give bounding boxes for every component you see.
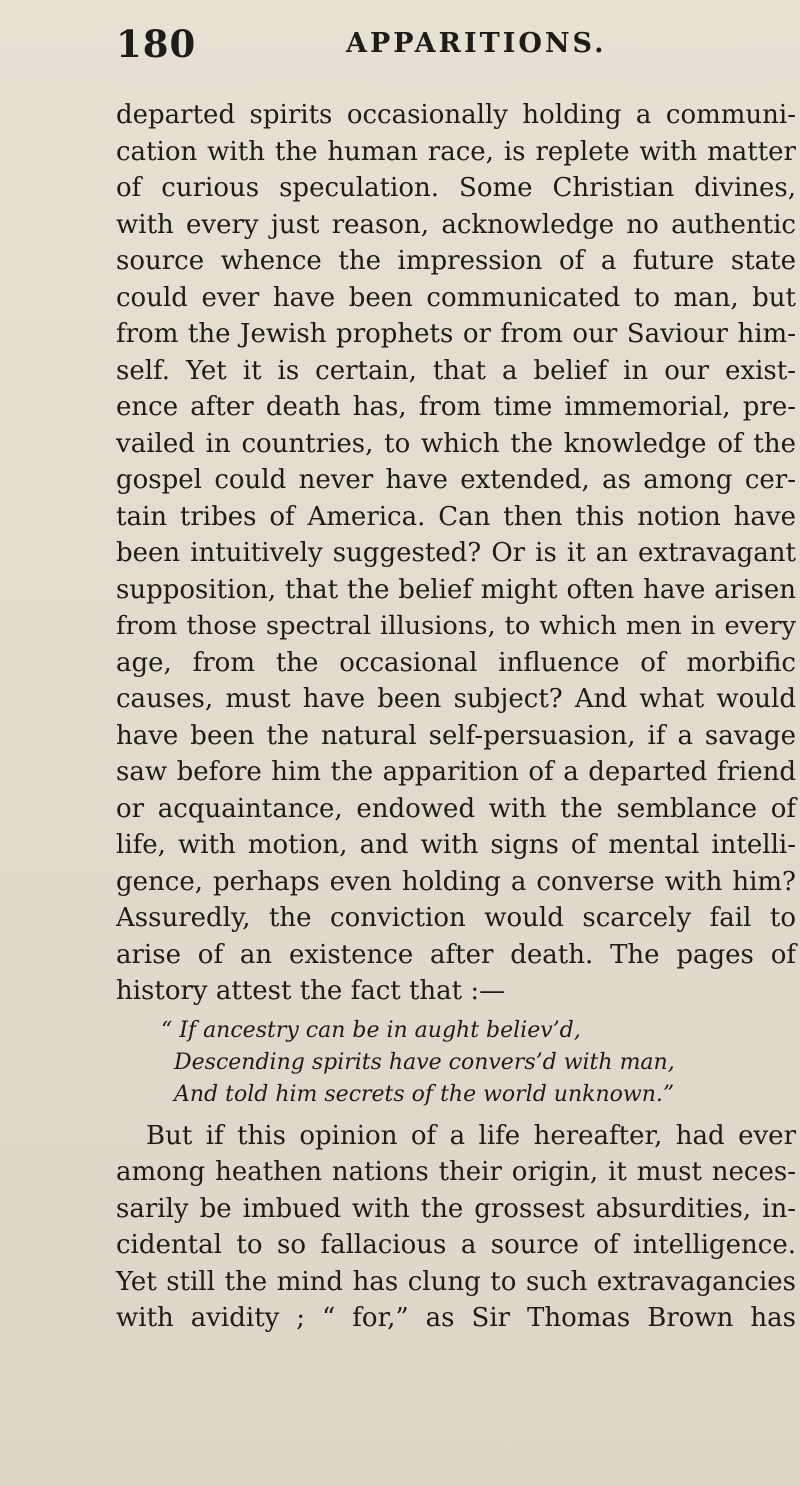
paragraph-2 xyxy=(116,1118,796,1337)
text-line: saw before him the apparition of a departed friend xyxy=(116,757,796,787)
text-line: tain tribes of America. Can then this notion have xyxy=(116,501,796,532)
text-line: But if this opinion of a life hereafter, had ever xyxy=(146,1120,796,1151)
text-line: vailed in countries, to which the knowledge of the xyxy=(116,428,796,459)
text-line: supposition, that the belief might often have arisen xyxy=(116,574,796,605)
text-line: among heathen nations their origin, it must neces- xyxy=(116,1157,796,1187)
text-line: departed spirits occasionally holding a communi- xyxy=(116,100,796,130)
text-line: source whence the impression of a future state xyxy=(116,246,796,276)
text-line: from those spectral illusions, to which men in every xyxy=(116,611,796,641)
running-title: APPARITIONS. xyxy=(346,28,607,59)
text-line: with every just reason, acknowledge no authentic xyxy=(116,209,796,240)
paragraph-1 xyxy=(116,97,796,1010)
text-line: Yet still the mind has clung to such extravagancies xyxy=(116,1266,796,1297)
text-line: Assuredly, the conviction would scarcely fail to xyxy=(116,903,796,933)
text-line: causes, must have been subject? And what would xyxy=(116,684,796,714)
text-line: have been the natural self-persuasion, if a savage xyxy=(116,720,796,751)
body-text xyxy=(116,97,796,1337)
page-number: 180 xyxy=(116,22,197,66)
text-line: gence, perhaps even holding a converse with him? xyxy=(116,866,796,897)
text-line: from the Jewish prophets or from our Saviour him- xyxy=(116,319,796,349)
text-line: been intuitively suggested? Or is it an extravagant xyxy=(116,538,796,568)
verse-line: “ If ancestry can be in aught believ’d, xyxy=(161,1017,581,1043)
text-line: age, from the occasional influence of morbific xyxy=(116,647,796,678)
running-head xyxy=(112,22,792,82)
text-line: ence after death has, from time immemorial, pre- xyxy=(116,392,796,422)
text-line: sarily be imbued with the grossest absurdities, in- xyxy=(116,1193,796,1224)
verse-quotation xyxy=(116,1015,796,1111)
text-line: could ever have been communicated to man, but xyxy=(116,282,796,313)
text-line: life, with motion, and with signs of mental intelli- xyxy=(116,830,796,860)
text-line: or acquaintance, endowed with the semblance of xyxy=(116,793,796,824)
verse-line: Descending spirits have convers’d with man, xyxy=(174,1049,675,1075)
text-line: cation with the human race, is replete with matter xyxy=(116,136,796,167)
text-line: of curious speculation. Some Christian divines, xyxy=(116,173,796,203)
text-line: self. Yet it is certain, that a belief in our exist- xyxy=(116,355,796,386)
text-line: arise of an existence after death. The pages of xyxy=(116,939,796,970)
text-line: gospel could never have extended, as among cer- xyxy=(116,465,796,495)
text-line: history attest the fact that :— xyxy=(116,976,506,1006)
verse-line: And told him secrets of the world unknown.” xyxy=(174,1081,675,1107)
text-line: with avidity ; “ for,” as Sir Thomas Brown has xyxy=(116,1303,796,1333)
text-line: cidental to so fallacious a source of intelligence. xyxy=(116,1230,796,1260)
